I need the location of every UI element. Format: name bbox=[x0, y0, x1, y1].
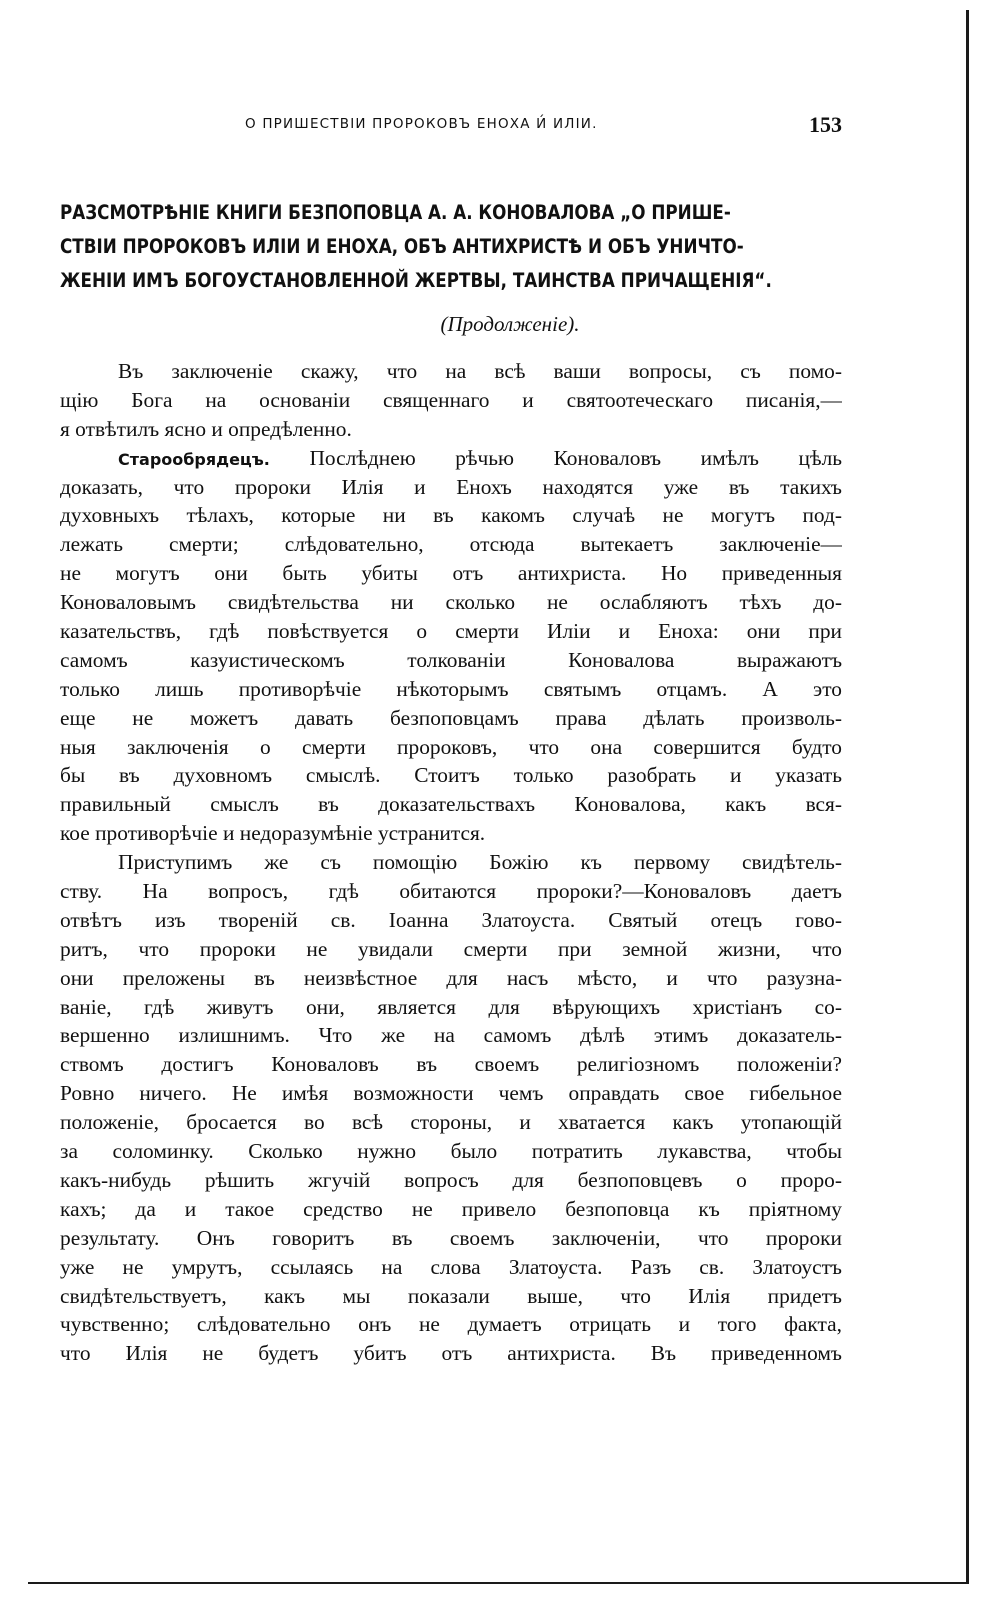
text-line: бы въ духовномъ смыслѣ. Стоитъ только разобрать и указать bbox=[60, 763, 842, 788]
text-line: духовныхъ тѣлахъ, которые ни въ какомъ случаѣ не могутъ под- bbox=[60, 503, 842, 528]
speaker-label: Старообрядецъ. bbox=[118, 449, 270, 469]
text-line: они преложены въ неизвѣстное для насъ мѣсто, и что разузна- bbox=[60, 965, 842, 990]
article-heading bbox=[60, 196, 772, 298]
text-line: за соломинку. Сколько нужно было потратить лукавства, чтобы bbox=[60, 1139, 842, 1164]
text-line: чувственно; слѣдовательно онъ не думаетъ отрицать и того факта, bbox=[60, 1312, 842, 1337]
text-line: только лишь противорѣчіе нѣкоторымъ святымъ отцамъ. А это bbox=[60, 676, 842, 701]
text-line: лежать смерти; слѣдовательно, отсюда вытекаетъ заключеніе— bbox=[60, 532, 842, 557]
running-title: О ПРИШЕСТВІИ ПРОРОКОВЪ ЕНОХА И́ ИЛІИ. bbox=[245, 116, 598, 132]
text-line: еще не можетъ давать безпоповцамъ права дѣлать произволь- bbox=[60, 705, 842, 730]
text-line: доказать, что пророки Илія и Енохъ находятся уже въ такихъ bbox=[60, 474, 842, 499]
text-line: положеніе, бросается во всѣ стороны, и хватается какъ утопающій bbox=[60, 1110, 842, 1135]
text-line: кахъ; да и такое средство не привело безпоповца къ пріятному bbox=[60, 1196, 842, 1221]
text-line: не могутъ они быть убиты отъ антихриста. Но приведенныя bbox=[60, 561, 842, 586]
text-line: результату. Онъ говоритъ въ своемъ заключеніи, что пророки bbox=[60, 1225, 842, 1250]
continuation-subtitle: (Продолженіе). bbox=[440, 312, 580, 336]
text-line: правильный смыслъ въ доказательствахъ Коновалова, какъ вся- bbox=[60, 792, 842, 817]
heading-line: РАЗСМОТРѢНІЕ КНИГИ БЕЗПОПОВЦА А. А. КОНОВАЛОВА „О ПРИШЕ- bbox=[60, 201, 731, 224]
text-line: ваніе, гдѣ живутъ они, является для вѣрующихъ христіанъ со- bbox=[60, 994, 842, 1019]
text-line: свидѣтельствуетъ, какъ мы показали выше, что Илія придетъ bbox=[60, 1283, 842, 1308]
heading-line: СТВІИ ПРОРОКОВЪ ИЛІИ И ЕНОХА, ОБЪ АНТИХРИСТѢ И ОБЪ УНИЧТО- bbox=[60, 235, 744, 258]
text-line: казательствъ, гдѣ повѣствуется о смерти Иліи и Еноха: они при bbox=[60, 619, 842, 644]
text-line: Коноваловымъ свидѣтельства ни сколько не ослабляютъ тѣхъ до- bbox=[60, 590, 842, 615]
text-line: что Илія не будетъ убитъ отъ антихриста. Въ приведенномъ bbox=[60, 1341, 842, 1366]
text-line: Въ заключеніе скажу, что на всѣ ваши вопросы, съ помо- bbox=[118, 359, 842, 383]
text-line: самомъ казуистическомъ толкованіи Коновалова выражаютъ bbox=[60, 647, 842, 672]
text-line: уже не умрутъ, ссылаясь на слова Златоуста. Разъ св. Златоустъ bbox=[60, 1254, 842, 1279]
text-line-with-speaker bbox=[60, 444, 842, 473]
text-line: какъ-нибудь рѣшить жгучій вопросъ для безпоповцевъ о проро- bbox=[60, 1167, 842, 1192]
text-fragment: Послѣднею рѣчью Коноваловъ имѣлъ цѣль bbox=[309, 445, 842, 470]
text-line: я отвѣтилъ ясно и опредѣленно. bbox=[60, 416, 352, 441]
running-head bbox=[60, 112, 842, 140]
heading-line: ЖЕНІИ ИМЪ БОГОУСТАНОВЛЕННОЙ ЖЕРТВЫ, ТАИНСТВА ПРИЧАЩЕНІЯ“. bbox=[60, 269, 772, 292]
text-line: щію Бога на основаніи священнаго и святоотеческаго писанія,— bbox=[60, 387, 842, 412]
page-edge-bottom-rule bbox=[28, 1582, 969, 1584]
text-line: ритъ, что пророки не увидали смерти при земной жизни, что bbox=[60, 936, 842, 961]
text-line: отвѣтъ изъ твореній св. Іоанна Златоуста. Святый отецъ гово- bbox=[60, 907, 842, 932]
page-number: 153 bbox=[809, 112, 842, 137]
text-line: Приступимъ же съ помощію Божію къ первому свидѣтель- bbox=[118, 850, 842, 875]
text-line: ству. На вопросъ, гдѣ обитаются пророки?—Коноваловъ даетъ bbox=[60, 879, 842, 904]
text-line: ствомъ достигъ Коноваловъ въ своемъ религіозномъ положеніи? bbox=[60, 1052, 842, 1077]
text-line: ныя заключенія о смерти пророковъ, что она совершится будто bbox=[60, 734, 842, 759]
text-line: кое противорѣчіе и недоразумѣніе устранится. bbox=[60, 821, 486, 846]
body-text bbox=[60, 357, 842, 1368]
text-line: Ровно ничего. Не имѣя возможности чемъ оправдать свое гибельное bbox=[60, 1081, 842, 1106]
page-edge-right-rule bbox=[966, 10, 969, 1582]
text-line: вершенно излишнимъ. Что же на самомъ дѣлѣ этимъ доказатель- bbox=[60, 1023, 842, 1048]
